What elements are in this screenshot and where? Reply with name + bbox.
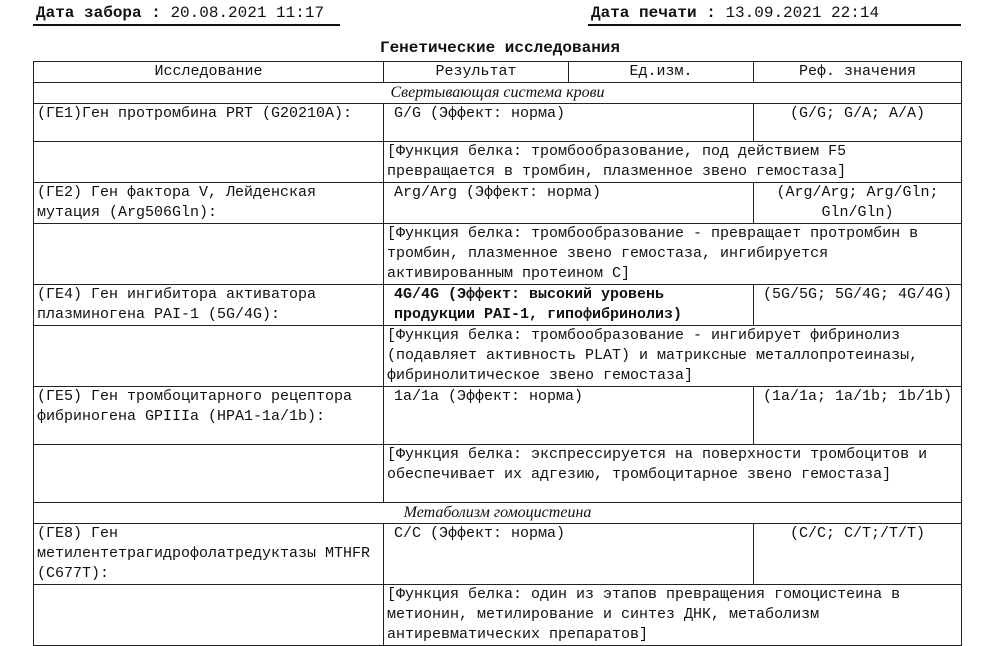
column-header-unit: Ед.изм. — [569, 62, 754, 83]
section-title: Свертывающая система крови — [34, 83, 962, 104]
test-note: [Функция белка: тромбообразование - ингибирует фибринолиз (подавляет активность PLAT) и матриксные металлопротеиназы, фибринолитическое звено гемостаза] — [384, 326, 962, 387]
section-row — [34, 503, 962, 524]
collection-date — [36, 4, 324, 22]
test-name: (ГЕ1)Ген протромбина PRT (G20210A): — [34, 104, 384, 142]
print-date — [591, 4, 879, 22]
table-row — [34, 104, 962, 142]
note-spacer — [34, 326, 384, 387]
header-underline-left — [33, 24, 340, 26]
note-row — [34, 326, 962, 387]
test-name: (ГЕ5) Ген тромбоцитарного рецептора фибриногена GPIIIa (HPA1-1a/1b): — [34, 387, 384, 445]
column-header-test: Исследование — [34, 62, 384, 83]
note-row — [34, 445, 962, 503]
test-note: [Функция белка: экспрессируется на поверхности тромбоцитов и обеспечивает их адгезию, тромбоцитарное звено гемостаза] — [384, 445, 962, 503]
test-note: [Функция белка: тромбообразование, под действием F5 превращается в тромбин, плазменное звено гемостаза] — [384, 142, 962, 183]
column-header-ref: Реф. значения — [754, 62, 962, 83]
header-underline-right — [588, 24, 961, 26]
test-result: 1a/1a (Эффект: норма) — [384, 387, 754, 445]
note-spacer — [34, 142, 384, 183]
test-name: (ГЕ8) Ген метилентетрагидрофолатредуктазы MTHFR (C677T): — [34, 524, 384, 585]
table-row — [34, 285, 962, 326]
table-row — [34, 524, 962, 585]
page-title: Генетические исследования — [379, 39, 621, 57]
test-result: C/C (Эффект: норма) — [384, 524, 754, 585]
note-row — [34, 142, 962, 183]
test-result: G/G (Эффект: норма) — [384, 104, 754, 142]
table-row — [34, 387, 962, 445]
collection-date-value: 20.08.2021 11:17 — [170, 4, 325, 22]
test-result: 4G/4G (Эффект: высокий уровень продукции PAI-1, гипофибринолиз) — [384, 285, 754, 326]
table-row — [34, 183, 962, 224]
print-date-value: 13.09.2021 22:14 — [725, 4, 880, 22]
test-note: [Функция белка: один из этапов превращения гомоцистеина в метионин, метилирование и синтез ДНК, метаболизм антиревматических препаратов] — [384, 585, 962, 646]
test-reference: (C/C; C/T;/T/T) — [754, 524, 962, 585]
test-name: (ГЕ4) Ген ингибитора активатора плазминогена PAI-1 (5G/4G): — [34, 285, 384, 326]
column-header-result: Результат — [384, 62, 569, 83]
note-row — [34, 585, 962, 646]
test-reference: (5G/5G; 5G/4G; 4G/4G) — [754, 285, 962, 326]
test-reference: (1a/1a; 1a/1b; 1b/1b) — [754, 387, 962, 445]
print-date-label: Дата печати : — [591, 4, 716, 22]
note-spacer — [34, 445, 384, 503]
test-reference: (G/G; G/A; A/A) — [754, 104, 962, 142]
section-row — [34, 83, 962, 104]
collection-date-label: Дата забора : — [36, 4, 161, 22]
test-name: (ГЕ2) Ген фактора V, Лейденская мутация (Arg506Gln): — [34, 183, 384, 224]
note-spacer — [34, 224, 384, 285]
section-title: Метаболизм гомоцистеина — [34, 503, 962, 524]
note-spacer — [34, 585, 384, 646]
test-result: Arg/Arg (Эффект: норма) — [384, 183, 754, 224]
results-table — [33, 61, 962, 646]
note-row — [34, 224, 962, 285]
test-reference: (Arg/Arg; Arg/Gln; Gln/Gln) — [754, 183, 962, 224]
table-header-row — [34, 62, 962, 83]
test-note: [Функция белка: тромбообразование - превращает протромбин в тромбин, плазменное звено гемостаза, ингибируется активированным протеином C] — [384, 224, 962, 285]
